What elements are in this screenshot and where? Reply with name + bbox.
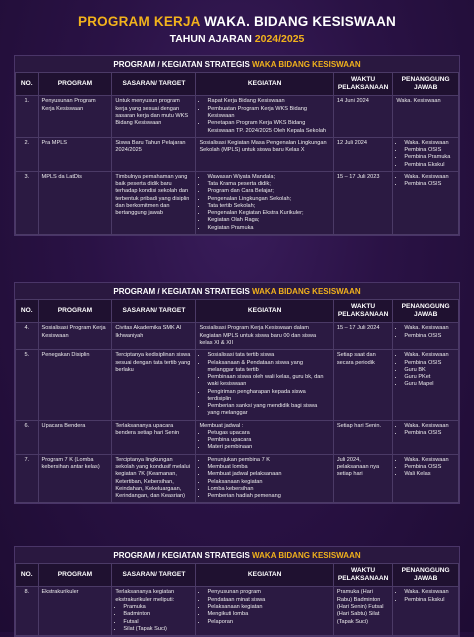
list-item: • Pemberian sanksi yang mendidik bagi siswa yang melanggar — [207, 403, 329, 418]
kegiatan-list — [199, 457, 329, 501]
list-item: • Pengiriman pengharapan kepada siswa terdisiplin — [207, 389, 329, 404]
column-header: PROGRAM — [38, 73, 112, 96]
section-title — [15, 283, 459, 299]
cell-pj — [393, 171, 459, 234]
subtitle-white: TAHUN AJARAN — [169, 33, 255, 45]
list-item: • Pembina OSIS — [404, 430, 455, 437]
cell-no: 7. — [16, 454, 39, 503]
cell-no: 5. — [16, 350, 39, 420]
cell-waktu: 12 Juli 2024 — [333, 137, 392, 171]
table-header-row — [16, 73, 459, 96]
list-item: • Pendataan minat siswa — [207, 597, 329, 604]
section-title-white: PROGRAM / KEGIATAN STRATEGIS — [113, 60, 253, 69]
cell-waktu: 14 Juni 2024 — [333, 96, 392, 137]
list-item: • Pembina OSIS — [404, 147, 455, 154]
table-row — [16, 350, 459, 420]
cell-kegiatan — [196, 350, 333, 420]
list-item: • Penetapan Program Kerja WKS Bidang Kesiswaan TP. 2024/2025 Oleh Kepala Sekolah — [207, 120, 329, 135]
column-header: SASARAN/ TARGET — [112, 73, 196, 96]
table-row — [16, 420, 459, 454]
title-white: WAKA. BIDANG KESISWAAN — [200, 14, 396, 29]
list-item: • Sosialisasi tata tertib siswa — [207, 352, 329, 359]
pj-list — [396, 457, 455, 479]
program-card — [14, 546, 460, 637]
list-item: • Rapat Kerja Bidang Kesiswaan — [207, 98, 329, 105]
column-header: WAKTU PELAKSANAAN — [333, 564, 392, 587]
cell-program: Penegakan Disiplin — [38, 350, 112, 420]
kegiatan-list — [199, 589, 329, 625]
kegiatan-list — [199, 174, 329, 232]
list-item: • Penunjukan pembina 7 K — [207, 457, 329, 464]
cell-target: Siswa Baru Tahun Pelajaran 2024/2025 — [112, 137, 196, 171]
cell-target: Terciptanya lingkungan sekolah yang kondusif melalui kegiatan 7K (Keamanan, Ketertiban, Kebersihan, Keindahan, Kekeluargaan, Kerindangan, dan Keasrian) — [112, 454, 196, 503]
cell-pj — [393, 587, 459, 636]
list-item: • Pembina OSIS — [404, 464, 455, 471]
column-header: NO. — [16, 73, 39, 96]
kegiatan-list — [199, 430, 329, 452]
list-item: • Kegiatan Olah Raga; — [207, 217, 329, 224]
pj-list — [396, 423, 455, 438]
cell-target: Civitas Akademika SMK Al Ikhwaniyah — [112, 323, 196, 350]
list-item: • Pembinaan siswa oleh wali kelas, guru bk, dan waki kesiswaan — [207, 374, 329, 389]
list-item: • Pembina Pramuka — [404, 154, 455, 161]
cell-waktu: 15 – 17 Juli 2023 — [333, 171, 392, 234]
list-item: • Pembuatan Program Kerja WKS Bidang Kesiswaan — [207, 106, 329, 121]
cell-no: 3. — [16, 171, 39, 234]
list-item: • Pelaksanaan kegiatan — [207, 479, 329, 486]
section-title-gold: WAKA BIDANG KESISWAAN — [252, 60, 361, 69]
pj-list — [396, 174, 455, 189]
cell-pj — [393, 323, 459, 350]
column-header: KEGIATAN — [196, 73, 333, 96]
cell-program: Sosialisasi Program Kerja Kesiswaan — [38, 323, 112, 350]
table-header-row — [16, 300, 459, 323]
column-header: SASARAN/ TARGET — [112, 300, 196, 323]
list-item: • Penyusunan program — [207, 589, 329, 596]
cell-program: Program 7 K (Lomba kebersihan antar kelas) — [38, 454, 112, 503]
cell-no: 4. — [16, 323, 39, 350]
cell-no: 2. — [16, 137, 39, 171]
cell-waktu: 15 – 17 Juli 2024 — [333, 323, 392, 350]
list-item: • Waka. Kesiswaan — [404, 423, 455, 430]
cell-target: Terciptanya kedisiplinan siswa sesuai dengan tata tertib yang berlaku — [112, 350, 196, 420]
program-table — [15, 563, 459, 636]
list-item: • Guru PKet — [404, 374, 455, 381]
table-row — [16, 171, 459, 234]
list-item: • Tata Krama peserta didik; — [207, 181, 329, 188]
target-intro: Terlaksananya kegiatan ekstrakurikuler meliputi: — [115, 589, 175, 603]
list-item: • Waka. Kesiswaan — [404, 352, 455, 359]
section-title-white: PROGRAM / KEGIATAN STRATEGIS — [113, 551, 253, 560]
cell-program: MPLS da LatDis — [38, 171, 112, 234]
page-subtitle — [0, 33, 474, 45]
column-header: SASARAN/ TARGET — [112, 564, 196, 587]
table-row — [16, 587, 459, 636]
target-list — [115, 604, 192, 633]
list-item: • Pembina OSIS — [404, 181, 455, 188]
list-item: • Waka. Kesiswaan — [404, 325, 455, 332]
table-row — [16, 96, 459, 137]
list-item: • Pelaksanaan kegiatan — [207, 604, 329, 611]
column-header: PROGRAM — [38, 300, 112, 323]
table-row — [16, 323, 459, 350]
cell-kegiatan — [196, 96, 333, 137]
list-item: • Pembina Ekskul — [404, 162, 455, 169]
list-item: • Waka. Kesiswaan — [404, 140, 455, 147]
column-header: PROGRAM — [38, 564, 112, 587]
page-header — [0, 0, 474, 45]
cell-kegiatan — [196, 587, 333, 636]
list-item: • Pelaksanaan & Pendataan siswa yang melanggar tata tertib — [207, 360, 329, 375]
cell-program: Pra MPLS — [38, 137, 112, 171]
column-header: PENANGGUNG JAWAB — [393, 73, 459, 96]
list-item: • Membuat lomba — [207, 464, 329, 471]
cell-pj — [393, 137, 459, 171]
section-title — [15, 547, 459, 563]
kegiatan-list — [199, 352, 329, 417]
cell-waktu: Juli 2024, pelaksanaan nya setiap hari — [333, 454, 392, 503]
column-header: PENANGGUNG JAWAB — [393, 564, 459, 587]
list-item: • Lomba kebersihan — [207, 486, 329, 493]
list-item: • Materi pembinaan — [207, 444, 329, 451]
cell-waktu: Setiap hari Senin. — [333, 420, 392, 454]
kegiatan-intro: Membuat jadwal : — [199, 422, 244, 429]
section-title-gold: WAKA BIDANG KESISWAAN — [252, 287, 361, 296]
table-row — [16, 137, 459, 171]
list-item: • Pembina upacara — [207, 437, 329, 444]
pj-list — [396, 325, 455, 340]
pj-list — [396, 140, 455, 169]
section-title — [15, 56, 459, 72]
list-item: • Wali Kelas — [404, 471, 455, 478]
cell-kegiatan — [196, 171, 333, 234]
program-table — [15, 299, 459, 503]
subtitle-gold: 2024/2025 — [254, 33, 305, 45]
list-item: • Pemberian hadiah pemenang — [207, 493, 329, 500]
list-item: • Guru Mapel — [404, 381, 455, 388]
list-item: • Waka. Kesiswaan — [404, 457, 455, 464]
column-header: WAKTU PELAKSANAAN — [333, 73, 392, 96]
cell-kegiatan: Sosialisasi Kegiatan Masa Pengenalan Lingkungan Sekolah (MPLS) untuk siswa baru Kelas X — [196, 137, 333, 171]
table-header-row — [16, 564, 459, 587]
column-header: KEGIATAN — [196, 300, 333, 323]
list-item: • Pramuka — [123, 604, 192, 611]
pj-list — [396, 352, 455, 388]
cell-kegiatan: Sosialisasi Program Kerja Kesiswaan dalam Kegiatan MPLS untuk siswa baru 00 dan siswa kelas XI & XII — [196, 323, 333, 350]
list-item: • Wawasan Wiyata Mandala; — [207, 174, 329, 181]
section-title-gold: WAKA BIDANG KESISWAAN — [252, 551, 361, 560]
list-item: • Tata tertib Sekolah; — [207, 203, 329, 210]
cell-no: 1. — [16, 96, 39, 137]
column-header: KEGIATAN — [196, 564, 333, 587]
list-item: • Guru BK — [404, 367, 455, 374]
cell-target: Terlaksananya upacara bendera setiap hari Senin — [112, 420, 196, 454]
list-item: • Waka. Kesiswaan — [404, 174, 455, 181]
column-header: NO. — [16, 300, 39, 323]
title-gold: PROGRAM KERJA — [78, 14, 201, 29]
kegiatan-list — [199, 98, 329, 134]
section-title-white: PROGRAM / KEGIATAN STRATEGIS — [113, 287, 253, 296]
cell-pj — [393, 454, 459, 503]
cell-pj: Waka. Kesiswaan — [393, 96, 459, 137]
list-item: • Pelaporan — [207, 619, 329, 626]
list-item: • Pengenalan Kegiatan Ekstra Kurikuler; — [207, 210, 329, 217]
cell-target: Timbulnya pemahaman yang baik peserta didik baru terhadap kondisi sekolah dan terbentuk pribadi yang disiplin dan berkomitmen dan bertanggung jawab — [112, 171, 196, 234]
cell-waktu: Setiap saat dan secara periodik — [333, 350, 392, 420]
list-item: • Futsal — [123, 619, 192, 626]
cell-waktu: Pramuka (Hari Rabu) Badminton (Hari Senin) Futsal (Hari Sabtu) Silat (Tapak Suci) — [333, 587, 392, 636]
cell-pj — [393, 420, 459, 454]
list-item: • Program dan Cara Belajar; — [207, 188, 329, 195]
column-header: PENANGGUNG JAWAB — [393, 300, 459, 323]
column-header: NO. — [16, 564, 39, 587]
cell-kegiatan — [196, 454, 333, 503]
cell-program: Penyusunan Program Kerja Kesiswaan — [38, 96, 112, 137]
list-item: • Pembina OSIS — [404, 360, 455, 367]
list-item: • Silat (Tapak Suci) — [123, 626, 192, 633]
list-item: • Waka. Kesiswaan — [404, 589, 455, 596]
cell-kegiatan — [196, 420, 333, 454]
program-table — [15, 72, 459, 235]
page-title — [0, 14, 474, 29]
cell-no: 8. — [16, 587, 39, 636]
cell-no: 6. — [16, 420, 39, 454]
program-card — [14, 55, 460, 236]
cell-program: Upacara Bendera — [38, 420, 112, 454]
list-item: • Mengikuti lomba — [207, 611, 329, 618]
cell-target: Untuk menyusun program kerja yang sesuai dengan sasaran kerja dan mutu WKS Bidang Kesiswaan — [112, 96, 196, 137]
cell-pj — [393, 350, 459, 420]
column-header: WAKTU PELAKSANAAN — [333, 300, 392, 323]
list-item: • Petugas upacara — [207, 430, 329, 437]
pj-list — [396, 589, 455, 604]
cell-target — [112, 587, 196, 636]
list-item: • Pengenalan Lingkungan Sekolah; — [207, 196, 329, 203]
list-item: • Badminton — [123, 611, 192, 618]
list-item: • Membuat jadwal pelaksanaan — [207, 471, 329, 478]
program-card — [14, 282, 460, 504]
table-row — [16, 454, 459, 503]
list-item: • Pembina Ekskul — [404, 597, 455, 604]
list-item: • Pembina OSIS — [404, 333, 455, 340]
cell-program: Ekstrakurikuler — [38, 587, 112, 636]
list-item: • Kegiatan Pramuka — [207, 225, 329, 232]
